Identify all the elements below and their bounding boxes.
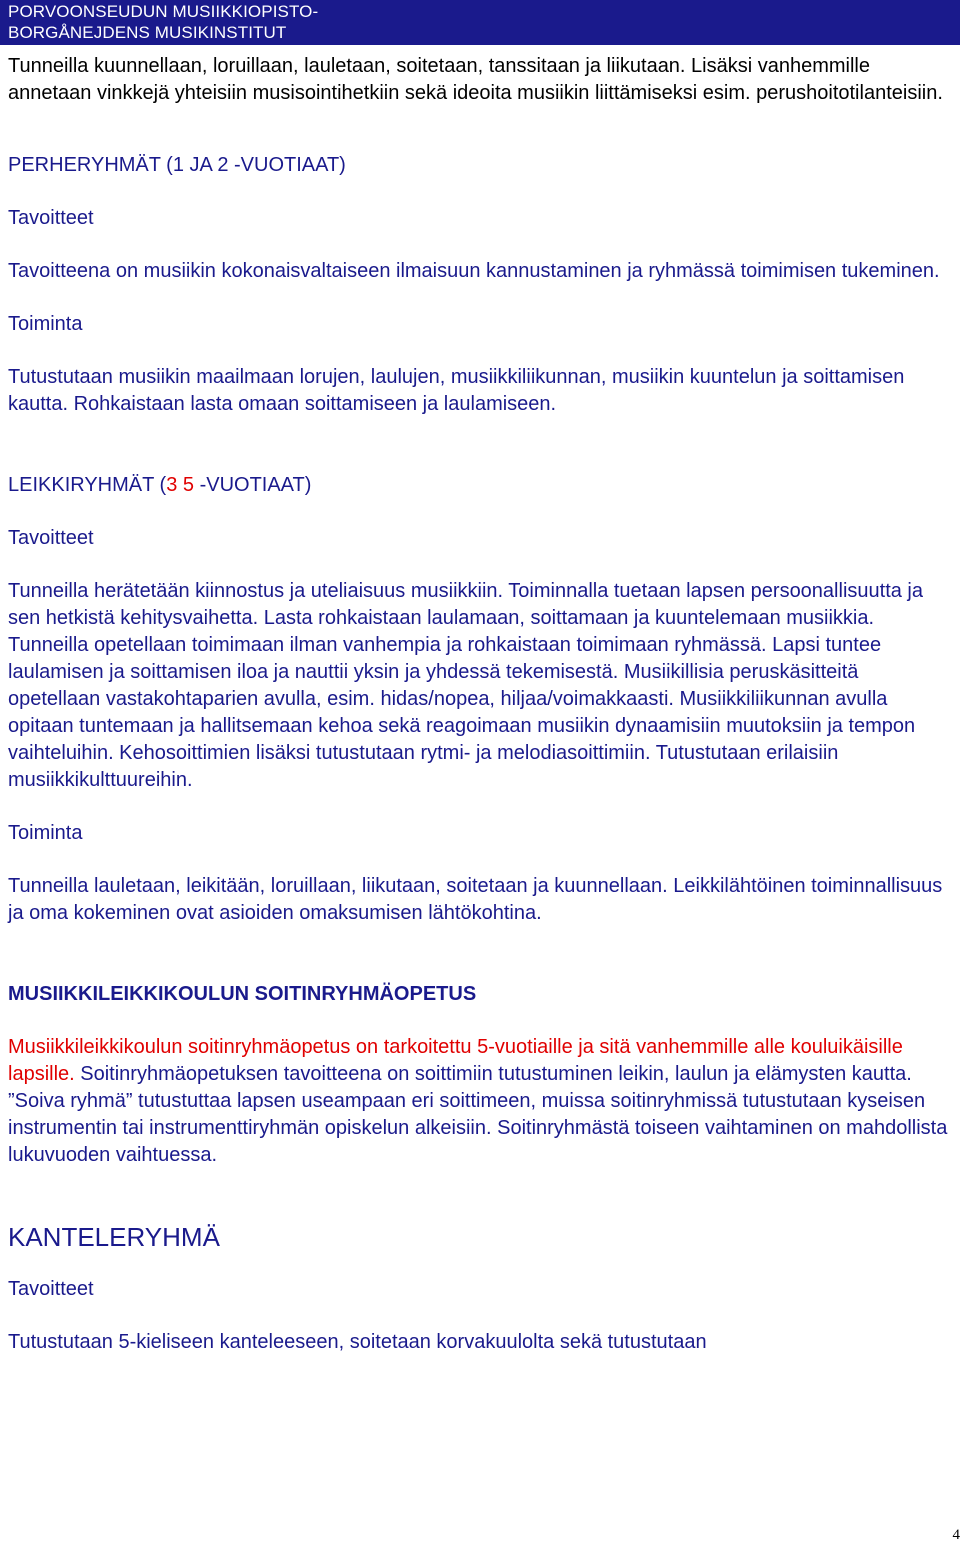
kanteleryhma-tavoitteet-text: Tutustutaan 5-kieliseen kanteleeseen, soitetaan korvakuulolta sekä tutustutaan (8, 1331, 707, 1353)
document-body (0, 45, 960, 1356)
perheryhmat-heading: PERHERYHMÄT (1 JA 2 -VUOTIAAT) (8, 154, 346, 176)
leikkiryhmat-tavoitteet-label: Tavoitteet (8, 527, 94, 549)
intro-paragraph: Tunneilla kuunnellaan, loruillaan, lauletaan, soitetaan, tanssitaan ja liikutaan. Lisäksi vanhemmille annetaan vinkkejä yhteisiin musisointihetkiin sekä ideoita musiikin liittämiseksi esim. perushoitotilanteisiin. (8, 55, 943, 104)
leikkiryhmat-toiminta-text: Tunneilla lauletaan, leikitään, loruillaan, liikutaan, soitetaan ja kuunnellaan. Leikkilähtöinen toiminnallisuus ja oma kokeminen ovat asioiden omaksumisen lähtökohtina. (8, 875, 943, 924)
soitinryhma-text (8, 1034, 952, 1169)
leikkiryhmat-heading-part2: -VUOTIAAT) (194, 474, 312, 496)
kanteleryhma-heading: KANTELERYHMÄ (8, 1222, 220, 1252)
perheryhmat-tavoitteet-text: Tavoitteena on musiikin kokonaisvaltaiseen ilmaisuun kannustaminen ja ryhmässä toimimisen tukeminen. (8, 260, 940, 282)
header-line-2: BORGÅNEJDENS MUSIKINSTITUT (8, 23, 287, 42)
perheryhmat-toiminta-text-2: Rohkaistaan lasta omaan soittamiseen ja laulamiseen. (68, 393, 557, 415)
perheryhmat-toiminta-text-1: Tutustutaan musiikin maailmaan lorujen, laulujen, musiikkiliikunnan, musiikin kuuntelun ja soittamisen kautta. (8, 366, 905, 415)
perheryhmat-toiminta-text (8, 364, 952, 418)
perheryhmat-toiminta-label: Toiminta (8, 313, 83, 335)
leikkiryhmat-tavoitteet-text: Tunneilla herätetään kiinnostus ja uteliaisuus musiikkiin. Toiminnalla tuetaan lapsen persoonallisuutta ja sen hetkistä kehitysvaihetta. Lasta rohkaistaan laulamaan, soittamaan ja kuuntelemaan musiikkia. Tunneilla opetellaan toimimaan ilman vanhempia ja rohkaistaan toimimaan ryhmässä. Lapsi tuntee laulamisen ja soittamisen iloa ja nauttii yksin ja yhdessä tekemisestä. Musiikillisia peruskäsitteitä opetellaan vastakohtaparien avulla, esim. hidas/nopea, hiljaa/voimakkaasti. Musiikkiliikunnan avulla opitaan tuntemaan ja hallitsemaan kehoa sekä reagoimaan musiikin dynaamisiin muutoksiin ja tempon vaihteluihin. Kehosoittimien lisäksi tutustutaan rytmi- ja melodiasoittimiin. Tutustutaan erilaisiin musiikkikulttuureihin. (8, 580, 923, 791)
leikkiryhmat-heading-ages: 3 5 (166, 474, 195, 496)
perheryhmat-tavoitteet-label: Tavoitteet (8, 207, 94, 229)
page-header (0, 0, 960, 45)
kanteleryhma-tavoitteet-label: Tavoitteet (8, 1278, 94, 1300)
page-number: 4 (952, 1527, 960, 1543)
leikkiryhmat-heading (8, 472, 952, 499)
soitinryhma-heading: MUSIIKKILEIKKIKOULUN SOITINRYHMÄOPETUS (8, 983, 477, 1005)
soitinryhma-body-text: Soitinryhmäopetuksen tavoitteena on soittimiin tutustuminen leikin, laulun ja elämysten kautta. ”Soiva ryhmä” tutustuttaa lapsen useampaan eri soittimeen, muissa soitinryhmissä tutustutaan kyseisen instrumentin tai instrumenttiryhmän opiskelun alkeisiin. Soitinryhmästä toiseen vaihtaminen on mahdollista lukuvuoden vaihtuessa. (8, 1063, 948, 1166)
leikkiryhmat-toiminta-label: Toiminta (8, 822, 83, 844)
leikkiryhmat-heading-part1: LEIKKIRYHMÄT ( (8, 474, 167, 496)
soitinryhma-red-text: Musiikkileikkikoulun soitinryhmäopetus on tarkoitettu 5-vuotiaille ja sitä vanhemmille alle kouluikäisille lapsille. (8, 1036, 903, 1085)
header-line-1: PORVOONSEUDUN MUSIIKKIOPISTO- (8, 2, 319, 21)
